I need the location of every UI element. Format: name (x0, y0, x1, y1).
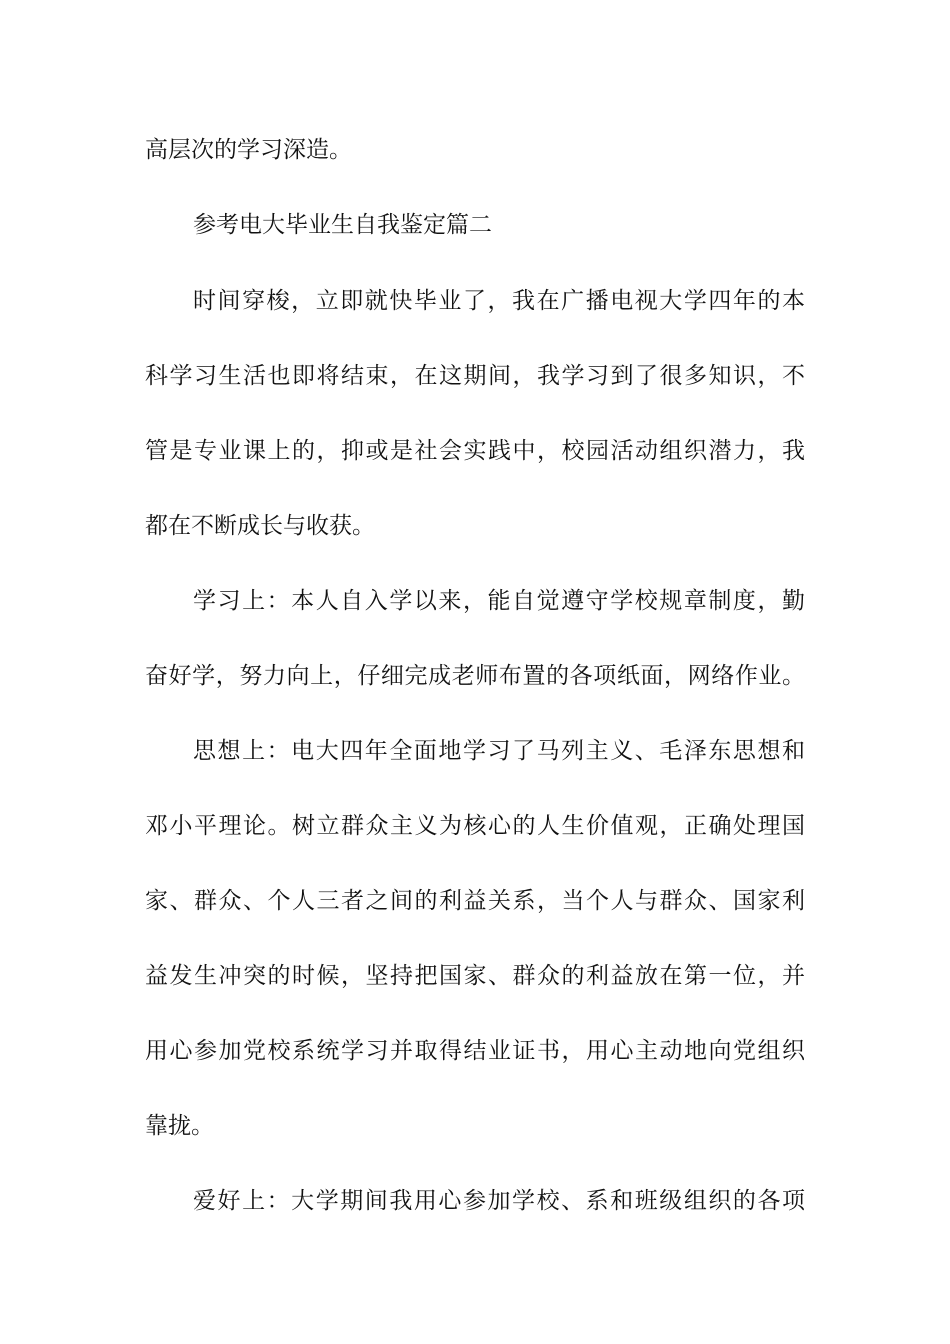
paragraph-line: 都在不断成长与收获。 (145, 513, 375, 539)
paragraph-line: 邓小平理论。树立群众主义为核心的人生价值观，正确处理国 (145, 813, 805, 839)
paragraph-line: 时间穿梭，立即就快毕业了，我在广播电视大学四年的本 (193, 288, 805, 314)
paragraph-line: 管是专业课上的，抑或是社会实践中，校园活动组织潜力，我 (145, 438, 805, 464)
paragraph-line: 奋好学，努力向上，仔细完成老师布置的各项纸面，网络作业。 (145, 663, 805, 689)
paragraph-line: 家、群众、个人三者之间的利益关系，当个人与群众、国家利 (145, 888, 805, 914)
paragraph-line: 科学习生活也即将结束，在这期间，我学习到了很多知识，不 (145, 363, 805, 389)
paragraph-line: 思想上：电大四年全面地学习了马列主义、毛泽东思想和 (193, 738, 805, 764)
section-heading: 参考电大毕业生自我鉴定篇二 (193, 212, 492, 238)
paragraph-line: 用心参加党校系统学习并取得结业证书，用心主动地向党组织 (145, 1038, 805, 1064)
paragraph-line: 学习上：本人自入学以来，能自觉遵守学校规章制度，勤 (193, 588, 805, 614)
paragraph-line: 爱好上：大学期间我用心参加学校、系和班级组织的各项 (193, 1188, 805, 1214)
paragraph-line: 高层次的学习深造。 (145, 137, 352, 163)
paragraph-line: 靠拢。 (145, 1113, 214, 1139)
paragraph-line: 益发生冲突的时候，坚持把国家、群众的利益放在第一位，并 (145, 963, 805, 989)
